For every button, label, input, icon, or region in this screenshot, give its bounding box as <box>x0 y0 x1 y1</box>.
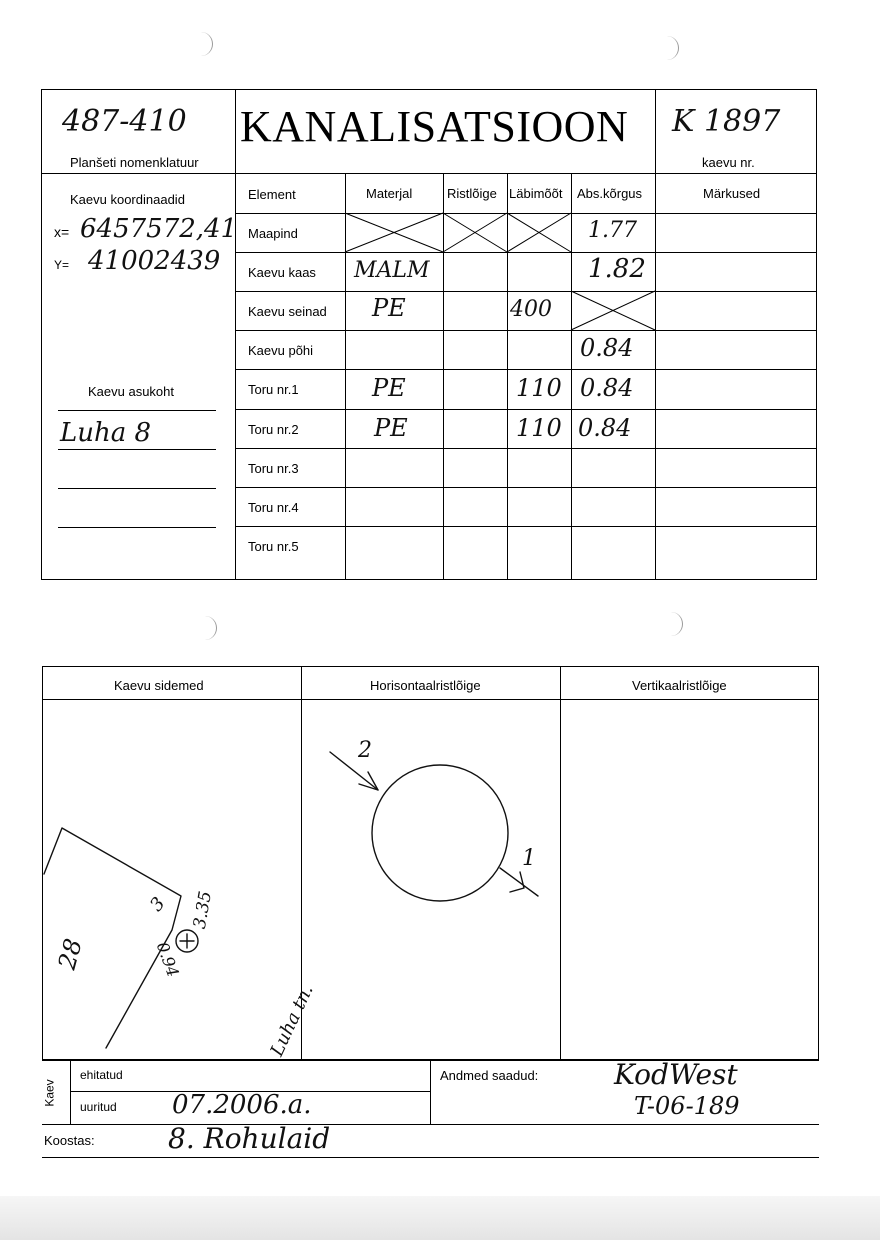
sketch-dim-335: 3.35 <box>189 889 217 931</box>
row-toru-2-labimoot: 110 <box>516 414 562 442</box>
nomenclature-label: Planšeti nomenklatuur <box>70 155 199 170</box>
uuritud-label: uuritud <box>80 1100 117 1114</box>
horisontaal-label: Horisontaalristlõige <box>370 678 481 693</box>
y-coordinate-value: 41002439 <box>88 246 221 276</box>
page-title: KANALISATSIOON <box>240 102 629 151</box>
sketch-pipe-2-label: 2 <box>358 738 372 763</box>
sidemed-label: Kaevu sidemed <box>114 678 204 693</box>
row-kaevu-pohi-element: Kaevu põhi <box>248 343 314 358</box>
location-value: Luha 8 <box>60 418 152 448</box>
row-toru-1-materjal: PE <box>372 374 406 402</box>
x-coordinate-value: 6457572,41 <box>80 214 238 244</box>
row-kaevu-kaas-abs: 1.82 <box>588 254 646 284</box>
header-abs-korgus: Abs.kõrgus <box>577 186 643 201</box>
vertikaal-label: Vertikaalristlõige <box>632 678 727 693</box>
x-prefix: x= <box>54 224 70 240</box>
sketch-street-label: Luha tn. <box>266 981 318 1060</box>
coordinates-label: Kaevu koordinaadid <box>70 192 185 207</box>
well-section-circle <box>372 765 508 901</box>
ehitatud-label: ehitatud <box>80 1068 123 1082</box>
row-kaevu-seinad-element: Kaevu seinad <box>248 304 327 319</box>
row-toru-3-element: Toru nr.3 <box>248 461 299 476</box>
row-toru-4-element: Toru nr.4 <box>248 500 299 515</box>
header-materjal: Materjal <box>366 186 413 201</box>
sketch-dim-094: 0.94 <box>152 939 183 980</box>
row-toru-1-labimoot: 110 <box>516 374 562 402</box>
row-kaevu-pohi-abs: 0.84 <box>580 334 634 362</box>
sketch-side-28: 28 <box>52 935 88 973</box>
header-element: Element <box>248 187 296 202</box>
row-kaevu-seinad-labimoot: 400 <box>510 297 552 322</box>
well-number-label: kaevu nr. <box>702 155 755 170</box>
sketch-pipe-1-label: 1 <box>522 846 536 871</box>
well-number-value: K 1897 <box>672 104 781 139</box>
row-toru-2-abs: 0.84 <box>578 414 632 442</box>
row-maapind-abs: 1.77 <box>588 218 637 243</box>
nomenclature-value: 487-410 <box>62 104 187 139</box>
row-kaevu-kaas-element: Kaevu kaas <box>248 265 316 280</box>
row-toru-1-abs: 0.84 <box>580 374 634 402</box>
row-kaevu-seinad-materjal: PE <box>372 294 406 322</box>
andmed-label: Andmed saadud: <box>440 1068 539 1083</box>
kaev-label: Kaev <box>42 1079 57 1107</box>
row-toru-2-materjal: PE <box>374 414 408 442</box>
location-label: Kaevu asukoht <box>88 384 175 399</box>
y-prefix: Y= <box>54 258 70 272</box>
koostas-value: 8. Rohulaid <box>168 1122 331 1155</box>
scan-bottom-shadow <box>0 1196 880 1240</box>
pipe-1-arrow <box>510 872 524 892</box>
row-toru-2-element: Toru nr.2 <box>248 422 299 437</box>
koostas-label: Koostas: <box>44 1133 95 1148</box>
andmed-value-source: KodWest <box>614 1058 738 1091</box>
row-maapind-element: Maapind <box>248 226 298 241</box>
sketch-side-3: 3 <box>146 893 170 916</box>
pipe-1-line <box>500 868 538 896</box>
andmed-value-code: T-06-189 <box>634 1092 740 1120</box>
row-kaevu-kaas-materjal: MALM <box>354 258 430 283</box>
header-labimoot: Läbimõõt <box>509 186 563 201</box>
header-markused: Märkused <box>703 186 761 201</box>
row-toru-5-element: Toru nr.5 <box>248 539 299 554</box>
uuritud-value: 07.2006.a. <box>172 1090 312 1120</box>
header-ristloige: Ristlõige <box>447 186 497 201</box>
row-toru-1-element: Toru nr.1 <box>248 382 299 397</box>
